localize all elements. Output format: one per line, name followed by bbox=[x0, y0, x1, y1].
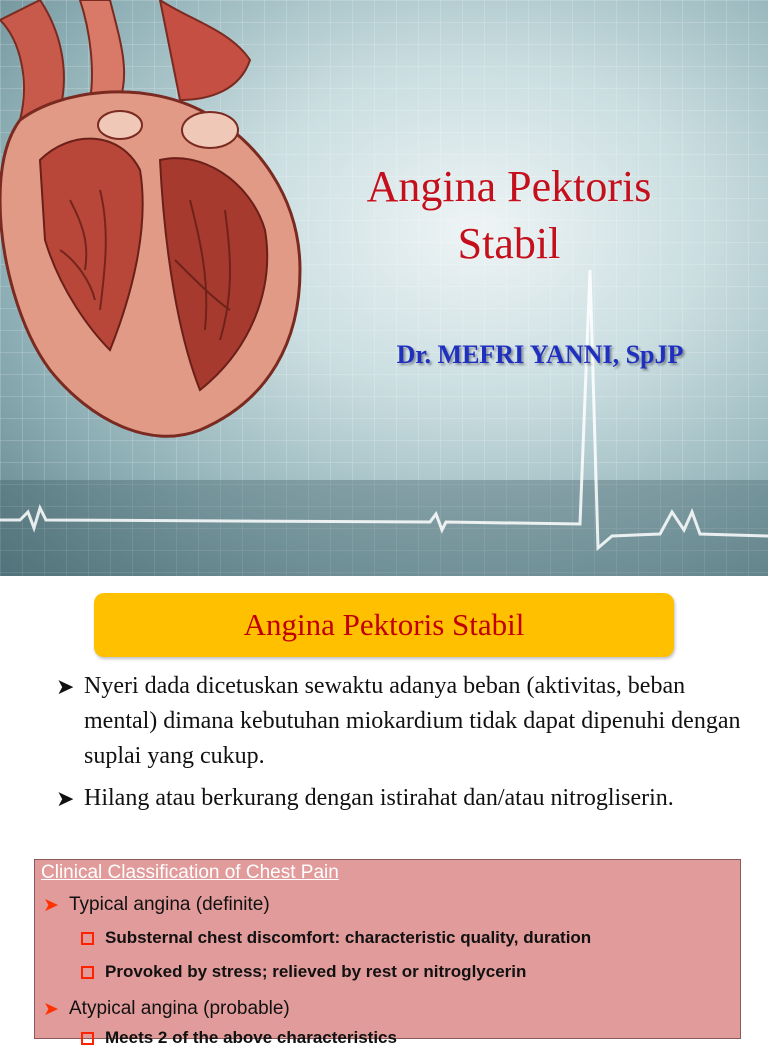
classification-item-label: Typical angina (definite) bbox=[69, 894, 270, 915]
checkbox-square-icon bbox=[81, 966, 94, 979]
bullet-text: Hilang atau berkurang dengan istirahat dan/atau nitrogliserin. bbox=[84, 785, 674, 811]
classification-subitem bbox=[81, 962, 526, 982]
bullet-list bbox=[56, 669, 746, 823]
bullet-item bbox=[56, 669, 746, 774]
slide-title-line2: Stabil bbox=[457, 219, 561, 268]
classification-subitem bbox=[81, 1028, 397, 1048]
classification-box bbox=[34, 859, 741, 1047]
checkbox-square-icon bbox=[81, 1032, 94, 1045]
arrow-bullet-icon: ➤ bbox=[56, 786, 75, 811]
banner-title: Angina Pektoris Stabil bbox=[94, 593, 674, 657]
bullet-item bbox=[56, 781, 746, 816]
classification-subitem-text: Provoked by stress; relieved by rest or nitroglycerin bbox=[105, 962, 527, 981]
slide-title-line1: Angina Pektoris bbox=[366, 162, 652, 211]
classification-subitem-text: Meets 2 of the above characteristics bbox=[105, 1028, 397, 1047]
classification-item bbox=[43, 998, 290, 1020]
slide-title bbox=[300, 158, 718, 272]
classification-item-label: Atypical angina (probable) bbox=[69, 998, 290, 1019]
classification-subitem bbox=[81, 928, 591, 948]
classification-item bbox=[43, 894, 270, 916]
checkbox-square-icon bbox=[81, 932, 94, 945]
arrow-bullet-icon: ➤ bbox=[43, 999, 59, 1020]
classification-heading: Clinical Classification of Chest Pain bbox=[41, 862, 339, 883]
arrow-bullet-icon: ➤ bbox=[56, 674, 75, 699]
arrow-bullet-icon: ➤ bbox=[43, 895, 59, 916]
classification-subitem-text: Substernal chest discomfort: characteristic quality, duration bbox=[105, 928, 592, 947]
bullet-text: Nyeri dada dicetuskan sewaktu adanya beban (aktivitas, beban mental) dimana kebutuhan miokardium tidak dapat dipenuhi dengan suplai yang cukup. bbox=[84, 673, 741, 769]
content-slide bbox=[0, 576, 768, 1047]
author-name: Dr. MEFRI YANNI, SpJP bbox=[396, 340, 684, 369]
